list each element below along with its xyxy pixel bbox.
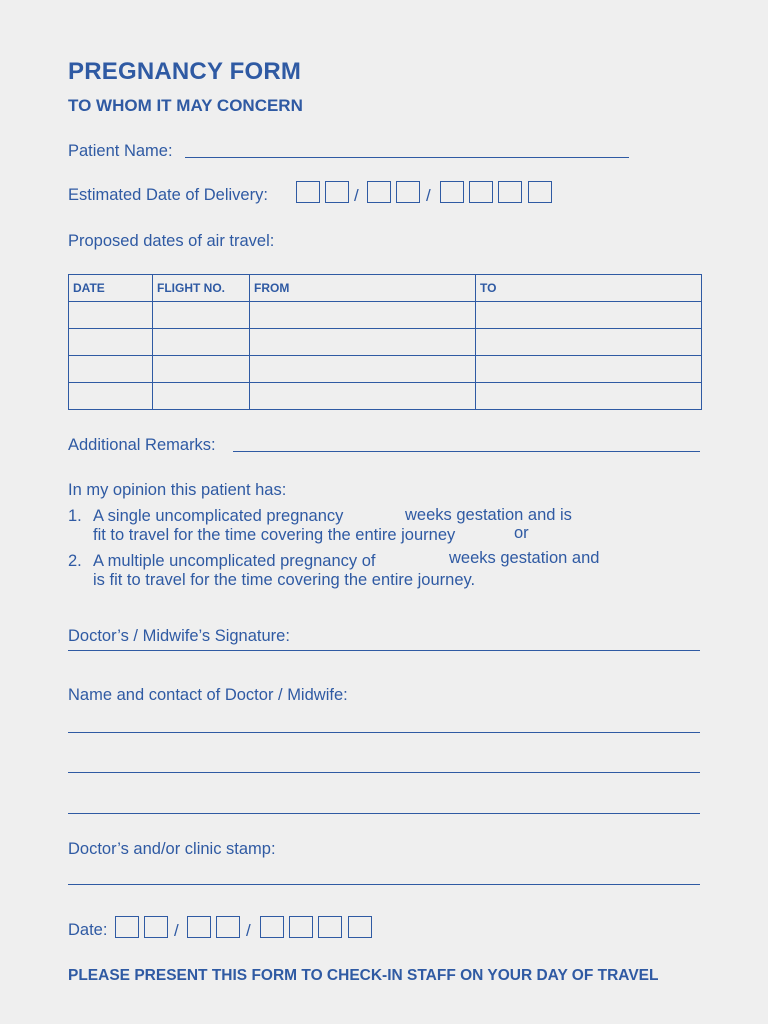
option-2-number: 2.	[68, 552, 82, 570]
travel-table	[68, 274, 702, 410]
date-day-digit-2[interactable]	[144, 916, 168, 938]
table-row	[69, 356, 702, 383]
table-cell-flight[interactable]	[153, 329, 250, 356]
table-cell-to[interactable]	[476, 329, 702, 356]
stamp-label: Doctor’s and/or clinic stamp:	[68, 840, 276, 858]
signature-field[interactable]	[68, 650, 700, 651]
column-header-date: DATE	[69, 275, 153, 302]
footer-notice: PLEASE PRESENT THIS FORM TO CHECK-IN STAFF ON YOUR DAY OF TRAVEL	[68, 967, 659, 984]
delivery-year-digit-2[interactable]	[469, 181, 493, 203]
table-row	[69, 329, 702, 356]
column-header-from: FROM	[250, 275, 476, 302]
table-cell-to[interactable]	[476, 356, 702, 383]
stamp-field[interactable]	[68, 884, 700, 885]
table-cell-date[interactable]	[69, 356, 153, 383]
contact-field-line-2[interactable]	[68, 772, 700, 773]
table-cell-date[interactable]	[69, 329, 153, 356]
table-row	[69, 383, 702, 410]
date-separator: /	[354, 186, 359, 205]
delivery-month-digit-2[interactable]	[396, 181, 420, 203]
option-2-continuation: is fit to travel for the time covering the entire journey.	[93, 571, 476, 589]
form-subtitle: TO WHOM IT MAY CONCERN	[68, 96, 303, 115]
remarks-label: Additional Remarks:	[68, 436, 216, 454]
date-year-digit-2[interactable]	[289, 916, 313, 938]
delivery-month-digit-1[interactable]	[367, 181, 391, 203]
date-separator: /	[246, 921, 251, 940]
delivery-day-digit-2[interactable]	[325, 181, 349, 203]
delivery-year-digit-4[interactable]	[528, 181, 552, 203]
delivery-date-label: Estimated Date of Delivery:	[68, 186, 268, 204]
option-1-text: A single uncomplicated pregnancy	[93, 507, 344, 525]
table-cell-from[interactable]	[250, 329, 476, 356]
table-cell-flight[interactable]	[153, 302, 250, 329]
table-header-row	[69, 275, 702, 302]
column-header-flight: FLIGHT NO.	[153, 275, 250, 302]
delivery-year-digit-3[interactable]	[498, 181, 522, 203]
date-separator: /	[174, 921, 179, 940]
table-cell-date[interactable]	[69, 383, 153, 410]
opinion-intro: In my opinion this patient has:	[68, 481, 287, 499]
table-row	[69, 302, 702, 329]
table-cell-from[interactable]	[250, 383, 476, 410]
patient-name-label: Patient Name:	[68, 142, 173, 160]
patient-name-field[interactable]	[185, 157, 629, 158]
remarks-field[interactable]	[233, 451, 700, 452]
date-month-digit-2[interactable]	[216, 916, 240, 938]
date-year-digit-4[interactable]	[348, 916, 372, 938]
date-separator: /	[426, 186, 431, 205]
option-1-weeks-text: weeks gestation and is	[405, 506, 572, 524]
air-travel-label: Proposed dates of air travel:	[68, 232, 275, 250]
contact-label: Name and contact of Doctor / Midwife:	[68, 686, 348, 704]
table-cell-to[interactable]	[476, 383, 702, 410]
table-cell-flight[interactable]	[153, 356, 250, 383]
column-header-to: TO	[476, 275, 702, 302]
table-cell-to[interactable]	[476, 302, 702, 329]
table-cell-date[interactable]	[69, 302, 153, 329]
date-day-digit-1[interactable]	[115, 916, 139, 938]
option-2-weeks-text: weeks gestation and	[449, 549, 600, 567]
form-title: PREGNANCY FORM	[68, 58, 302, 85]
delivery-day-digit-1[interactable]	[296, 181, 320, 203]
option-2-text: A multiple uncomplicated pregnancy of	[93, 552, 376, 570]
table-cell-from[interactable]	[250, 356, 476, 383]
table-cell-flight[interactable]	[153, 383, 250, 410]
delivery-year-digit-1[interactable]	[440, 181, 464, 203]
option-1-or: or	[514, 524, 529, 542]
contact-field-line-1[interactable]	[68, 732, 700, 733]
date-year-digit-1[interactable]	[260, 916, 284, 938]
table-cell-from[interactable]	[250, 302, 476, 329]
option-1-number: 1.	[68, 507, 82, 525]
option-1-continuation: fit to travel for the time covering the entire journey	[93, 526, 456, 544]
signature-label: Doctor’s / Midwife’s Signature:	[68, 627, 290, 645]
date-year-digit-3[interactable]	[318, 916, 342, 938]
contact-field-line-3[interactable]	[68, 813, 700, 814]
date-label: Date:	[68, 921, 108, 939]
date-month-digit-1[interactable]	[187, 916, 211, 938]
